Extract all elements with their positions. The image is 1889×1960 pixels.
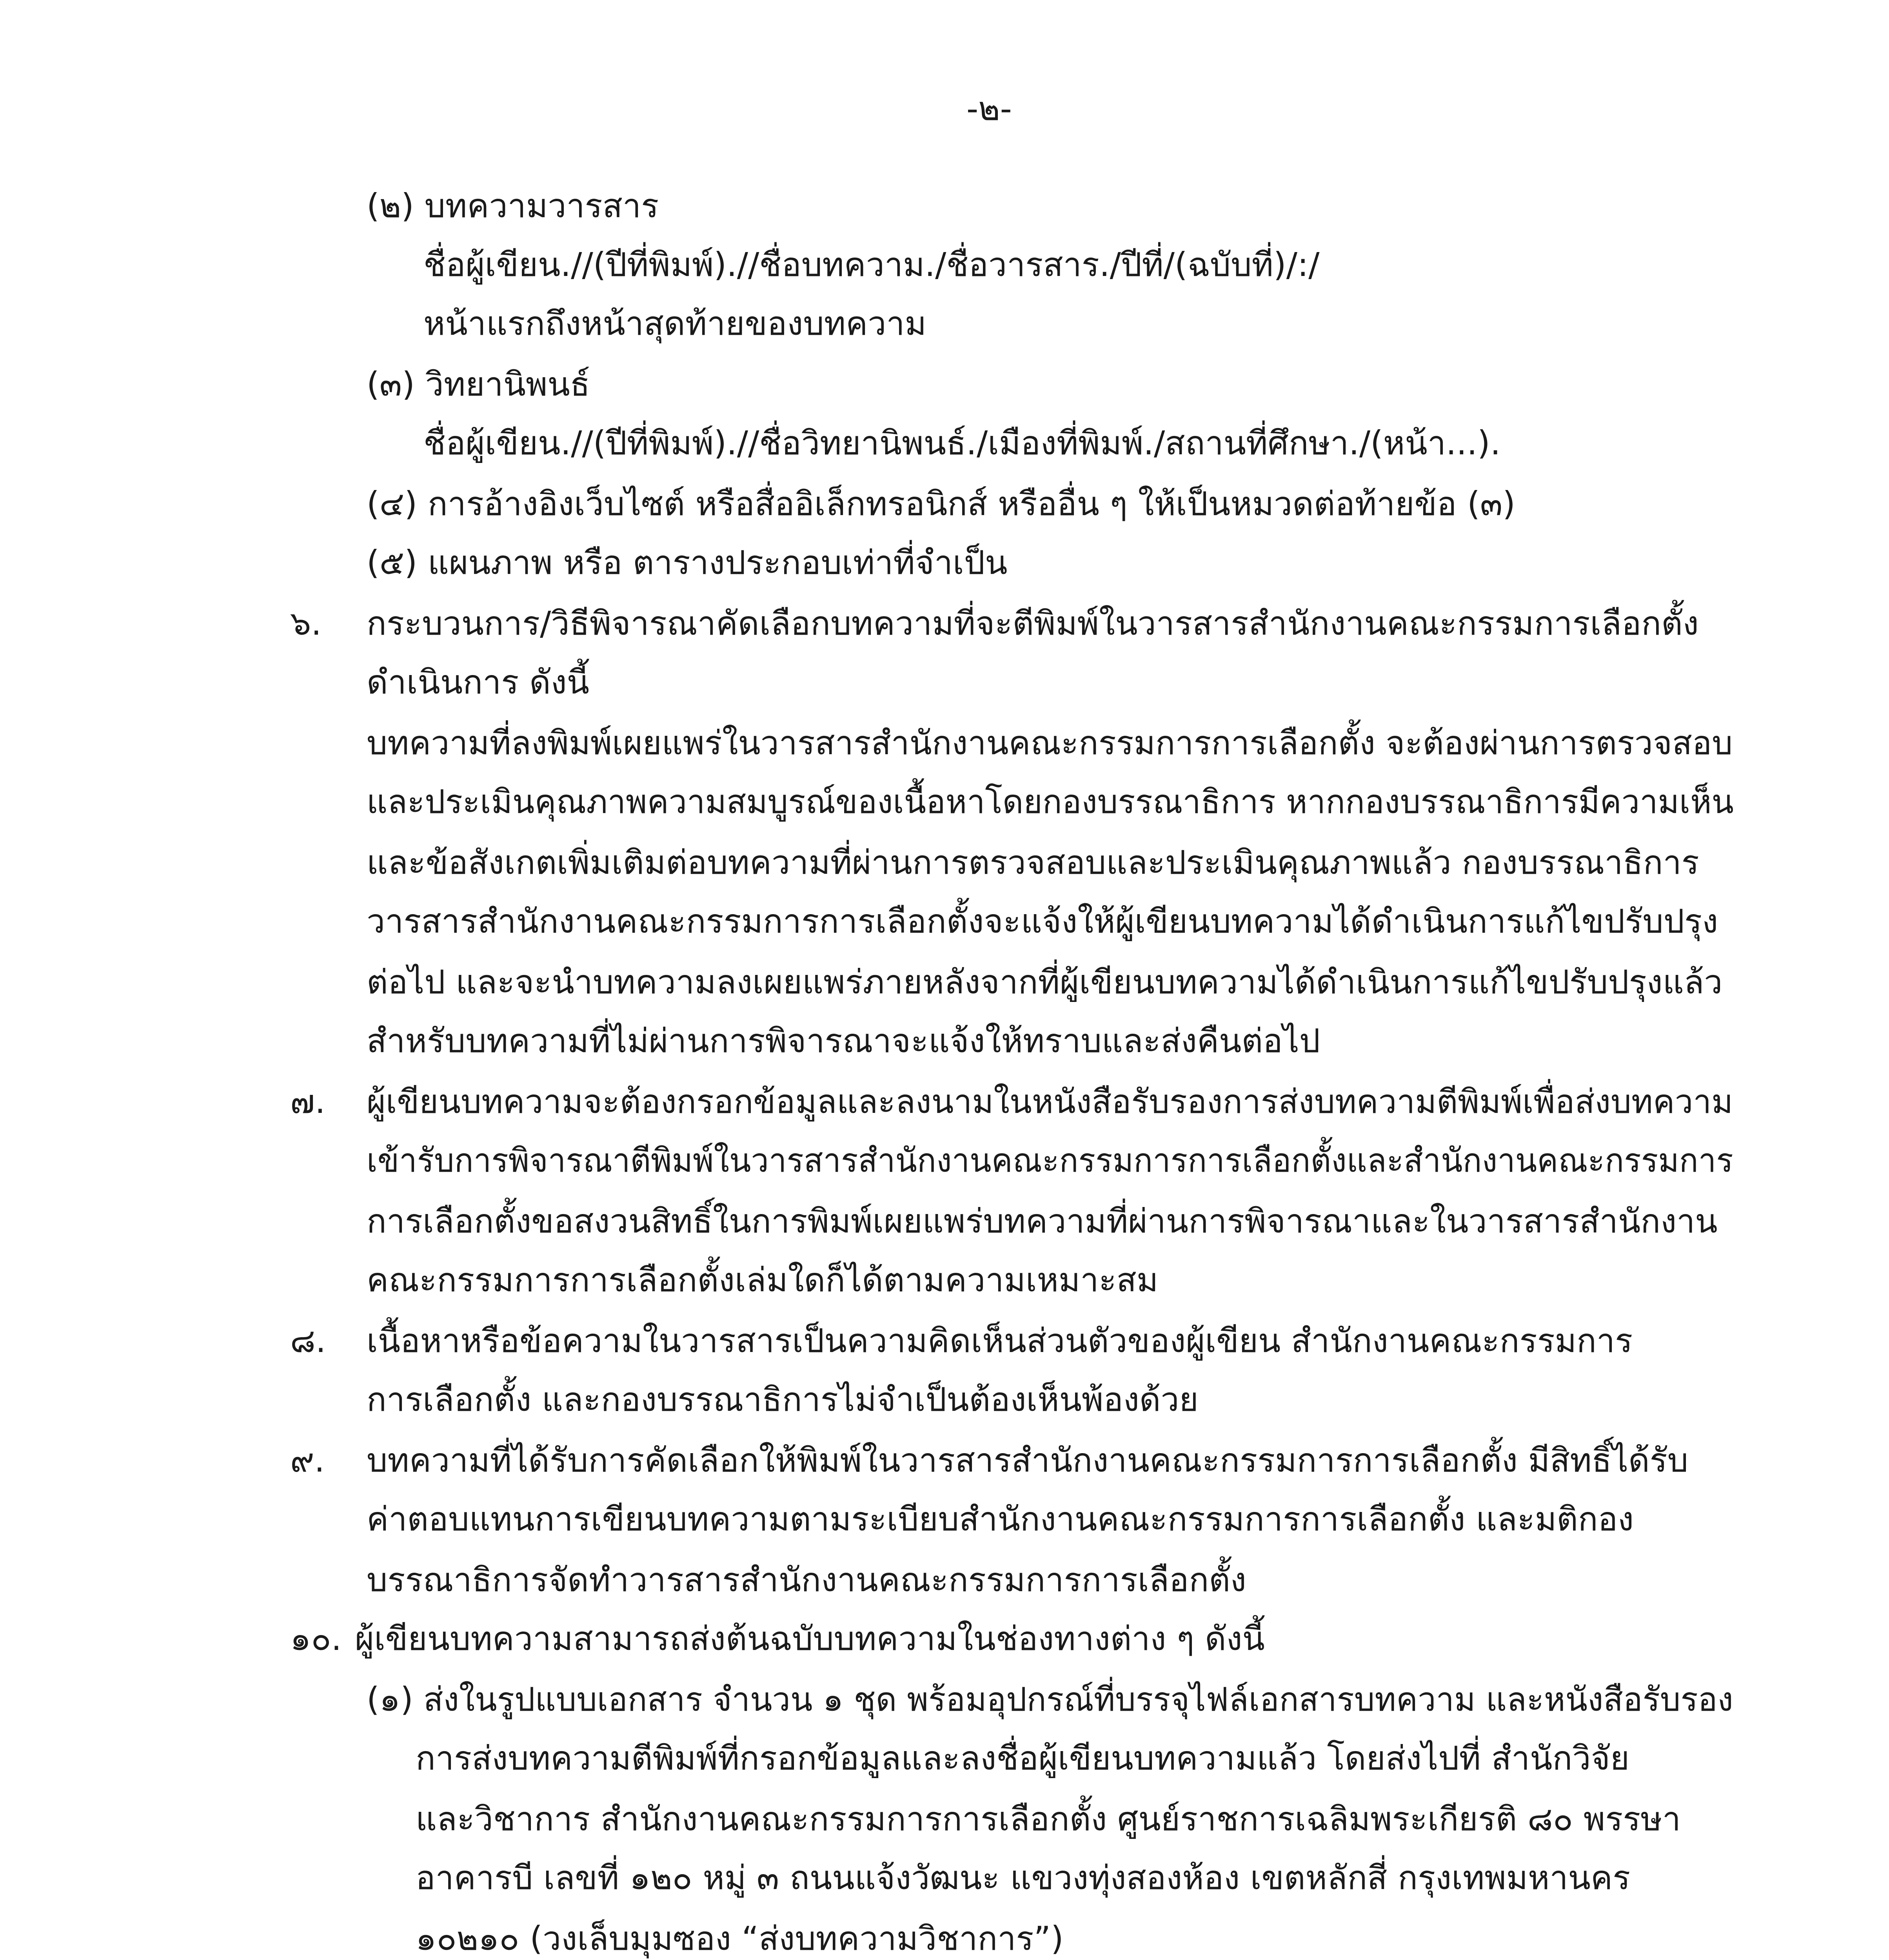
sec9-line: ค่าตอบแทนการเขียนบทความตามระเบียบสำนักงานคณะกรรมการการเลือกตั้ง และมติกอง [367, 1500, 1634, 1538]
sec7-line: คณะกรรมการการเลือกตั้งเล่มใดก็ได้ตามความเหมาะสม [367, 1261, 1159, 1299]
sec5-item2-label: (๒) บทความวารสาร [367, 187, 659, 225]
sec5-item5: (๕) แผนภาพ หรือ ตารางประกอบเท่าที่จำเป็น [367, 543, 1008, 582]
sec10-number: ๑๐. [290, 1619, 342, 1658]
sec9-line: บรรณาธิการจัดทำวารสารสำนักงานคณะกรรมการการเลือกตั้ง [367, 1561, 1246, 1599]
sec10-item1-label: (๑) [367, 1680, 413, 1719]
sec10-line1: ผู้เขียนบทความสามารถส่งต้นฉบับบทความในช่องทางต่าง ๆ ดังนี้ [355, 1619, 1265, 1658]
sec6-line1: กระบวนการ/วิธีพิจารณาคัดเลือกบทความที่จะตีพิมพ์ในวารสารสำนักงานคณะกรรมการเลือกตั้ง [367, 604, 1699, 642]
sec10-item1-line: ๑๐๒๑๐ (วงเล็บมุมซอง “ส่งบทความวิชาการ”) [416, 1919, 1064, 1958]
sec7-line: ผู้เขียนบทความจะต้องกรอกข้อมูลและลงนามในหนังสือรับรองการส่งบทความตีพิมพ์เพื่อส่งบทความ [367, 1082, 1733, 1121]
sec8-number: ๘. [290, 1321, 326, 1360]
sec5-item3-label: (๓) วิทยานิพนธ์ [367, 365, 590, 403]
sec5-item3-format-line1: ชื่อผู้เขียน.//(ปีที่พิมพ์).//ชื่อวิทยานิพนธ์./เมืองที่พิมพ์./สถานที่ศึกษา./(หน้า...). [423, 424, 1501, 462]
sec6-body-line: และข้อสังเกตเพิ่มเติมต่อบทความที่ผ่านการตรวจสอบและประเมินคุณภาพแล้ว กองบรรณาธิการ [367, 843, 1699, 882]
sec6-body-line: ต่อไป และจะนำบทความลงเผยแพร่ภายหลังจากที่ผู้เขียนบทความได้ดำเนินการแก้ไขปรับปรุงแล้ว [367, 963, 1723, 1001]
sec5-item2-format-line2: หน้าแรกถึงหน้าสุดท้ายของบทความ [423, 304, 926, 343]
sec7-number: ๗. [290, 1082, 325, 1121]
sec6-line2: ดำเนินการ ดังนี้ [367, 663, 590, 701]
sec6-body-line: บทความที่ลงพิมพ์เผยแพร่ในวารสารสำนักงานคณะกรรมการการเลือกตั้ง จะต้องผ่านการตรวจสอบ [367, 724, 1733, 762]
sec6-body-line: วารสารสำนักงานคณะกรรมการการเลือกตั้งจะแจ้งให้ผู้เขียนบทความได้ดำเนินการแก้ไขปรับปรุง [367, 902, 1718, 940]
sec7-line: การเลือกตั้งขอสงวนสิทธิ์ในการพิมพ์เผยแพร่บทความที่ผ่านการพิจารณาและในวารสารสำนักงาน [367, 1202, 1718, 1240]
sec10-item1-line: ส่งในรูปแบบเอกสาร จำนวน ๑ ชุด พร้อมอุปกรณ์ที่บรรจุไฟล์เอกสารบทความ และหนังสือรับรอง [423, 1680, 1733, 1719]
sec6-body-line: สำหรับบทความที่ไม่ผ่านการพิจารณาจะแจ้งให้ทราบและส่งคืนต่อไป [367, 1022, 1320, 1060]
sec10-item1-line: อาคารบี เลขที่ ๑๒๐ หมู่ ๓ ถนนแจ้งวัฒนะ แขวงทุ่งสองห้อง เขตหลักสี่ กรุงเทพมหานคร [416, 1858, 1631, 1897]
sec9-line: บทความที่ได้รับการคัดเลือกให้พิมพ์ในวารสารสำนักงานคณะกรรมการการเลือกตั้ง มีสิทธิ์ได้รับ [367, 1441, 1689, 1479]
sec5-item2-format-line1: ชื่อผู้เขียน.//(ปีที่พิมพ์).//ชื่อบทความ./ชื่อวารสาร./ปีที่/(ฉบับที่)/:/ [423, 245, 1320, 284]
sec8-line: เนื้อหาหรือข้อความในวารสารเป็นความคิดเห็นส่วนตัวของผู้เขียน สำนักงานคณะกรรมการ [367, 1321, 1633, 1360]
sec10-item1-line: การส่งบทความตีพิมพ์ที่กรอกข้อมูลและลงชื่อผู้เขียนบทความแล้ว โดยส่งไปที่ สำนักวิจัย [416, 1739, 1629, 1777]
sec6-body-line: และประเมินคุณภาพความสมบูรณ์ของเนื้อหาโดยกองบรรณาธิการ หากกองบรรณาธิการมีความเห็น [367, 782, 1734, 821]
sec7-line: เข้ารับการพิจารณาตีพิมพ์ในวารสารสำนักงานคณะกรรมการการเลือกตั้งและสำนักงานคณะกรรมการ [367, 1141, 1733, 1180]
sec8-line: การเลือกตั้ง และกองบรรณาธิการไม่จำเป็นต้องเห็นพ้องด้วย [367, 1380, 1199, 1419]
sec5-item4: (๔) การอ้างอิงเว็บไซต์ หรือสื่ออิเล็กทรอนิกส์ หรืออื่น ๆ ให้เป็นหมวดต่อท้ายข้อ (๓) [367, 485, 1516, 523]
sec10-item1-line: และวิชาการ สำนักงานคณะกรรมการการเลือกตั้ง ศูนย์ราชการเฉลิมพระเกียรติ ๘๐ พรรษา [416, 1800, 1681, 1838]
sec6-number: ๖. [290, 604, 322, 642]
sec9-number: ๙. [290, 1441, 325, 1479]
page-number: -๒- [966, 89, 1012, 128]
